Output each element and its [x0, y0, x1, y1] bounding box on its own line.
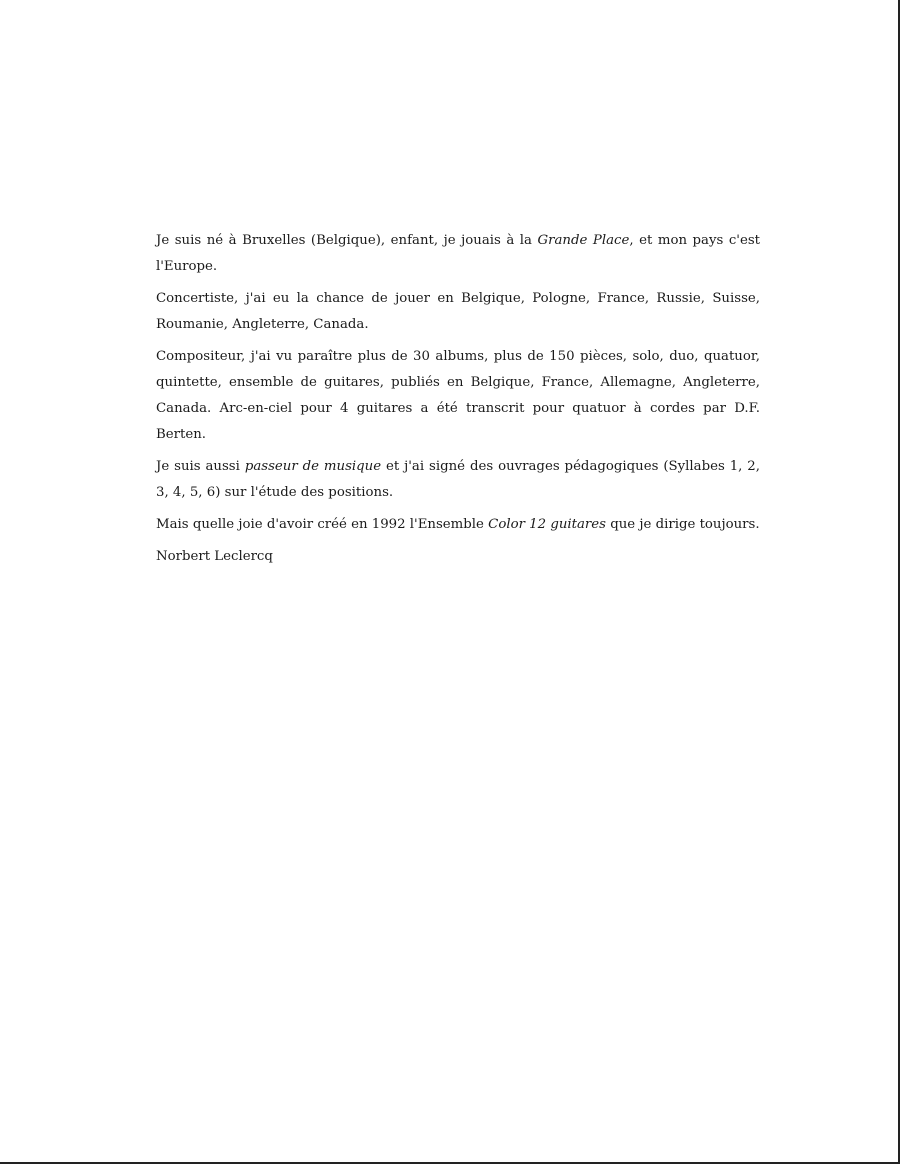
biography-text [156, 228, 760, 576]
paragraph-composer [156, 344, 760, 448]
paragraph-text: Je suis aussi [156, 459, 245, 474]
paragraph-text: , et mon pays c'est l'Europe. [156, 233, 760, 274]
paragraph-text: que je dirige toujours. [605, 517, 760, 532]
emphasis-text: Color 12 guitares [488, 517, 606, 532]
paragraph-text: Mais quelle joie d'avoir créé en 1992 l'Ensemble [156, 517, 489, 532]
paragraph-ensemble [156, 512, 760, 538]
paragraph-pedagogy [156, 454, 760, 506]
emphasis-text: passeur de musique [244, 459, 382, 474]
paragraph-birthplace [156, 228, 760, 280]
paragraph-concerts [156, 286, 760, 338]
signature: Norbert Leclercq [156, 549, 273, 564]
paragraph-text: Je suis né à Bruxelles (Belgique), enfant, je jouais à la [156, 233, 538, 248]
paragraph-text: et j'ai signé des ouvrages pédagogiques (Syllabes 1, 2, 3, 4, 5, 6) sur l'étude des positions. [156, 459, 760, 500]
emphasis-text: Grande Place [537, 233, 630, 248]
paragraph-text: Concertiste, j'ai eu la chance de jouer en Belgique, Pologne, France, Russie, Suisse, Roumanie, Angleterre, Canada. [156, 291, 760, 332]
paragraph-text: Compositeur, j'ai vu paraître plus de 30 albums, plus de 150 pièces, solo, duo, quatuor, quintette, ensemble de guitares, publiés en Belgique, France, Allemagne, Angleterre, Canada. Arc-en-ciel pour 4 guitares a été transcrit pour quatuor à cordes par D.F. Berten. [156, 349, 760, 442]
